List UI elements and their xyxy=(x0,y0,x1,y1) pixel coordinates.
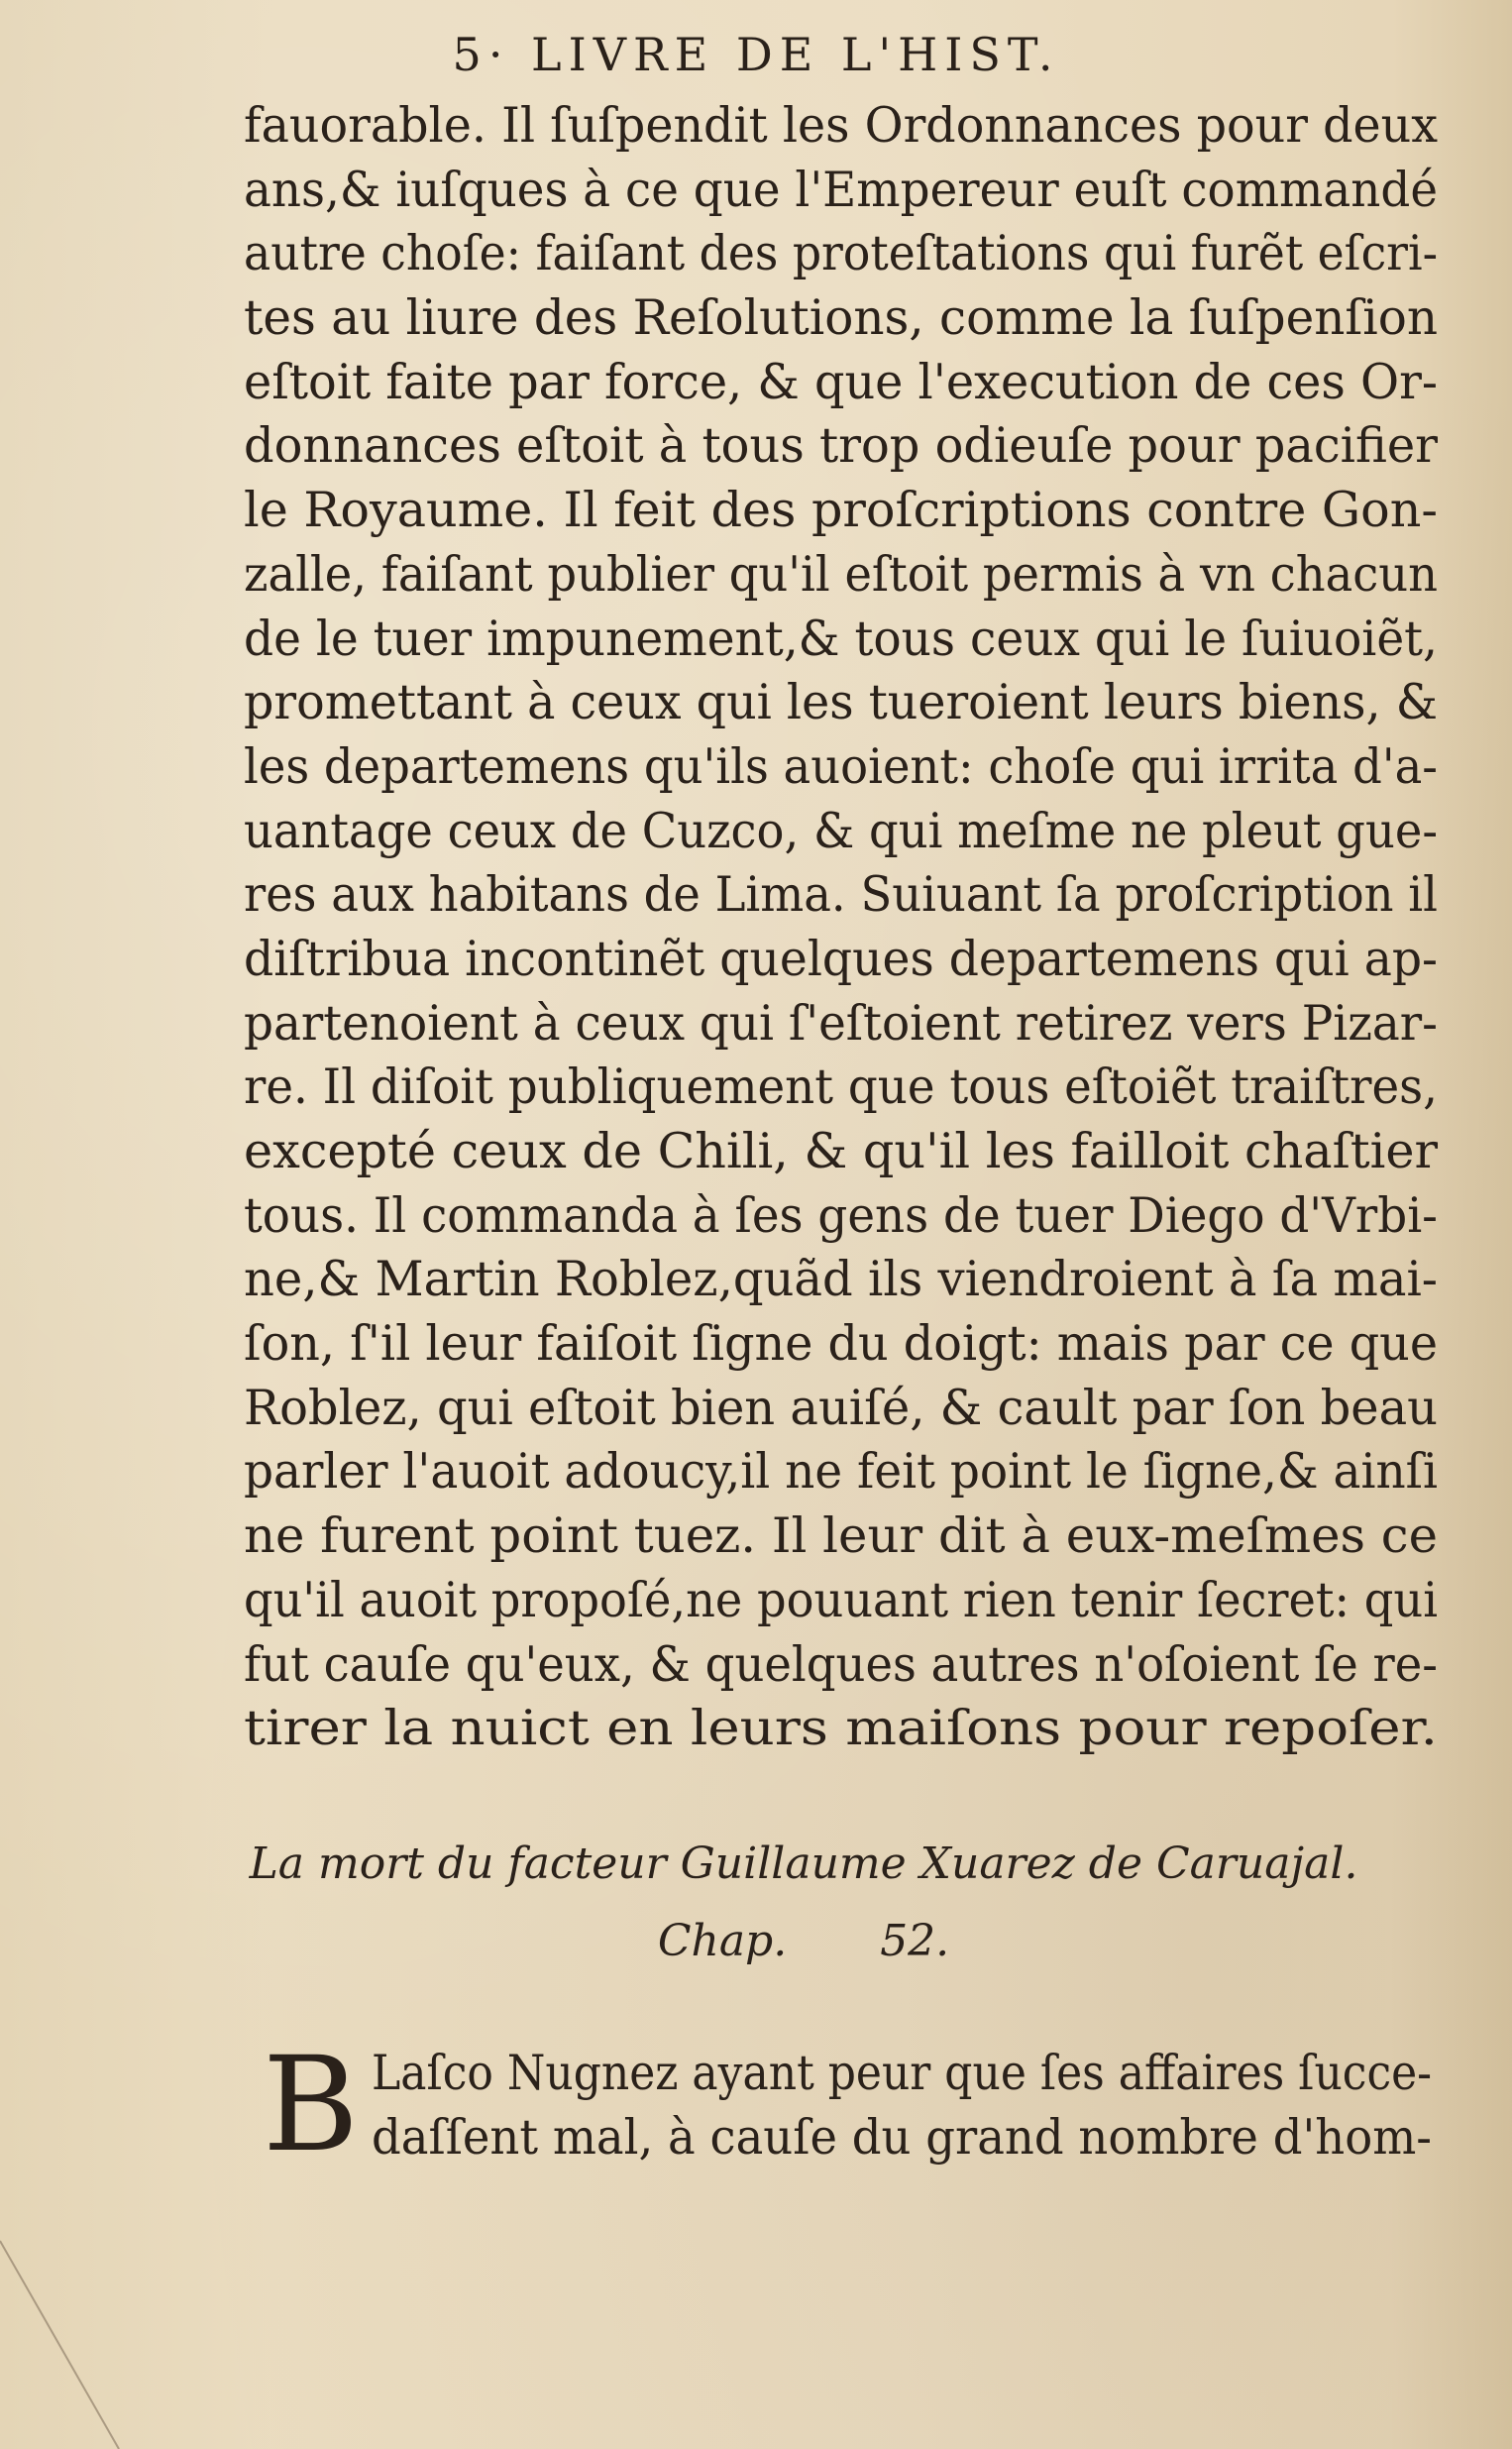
chapter-title: La mort du facteur Guillaume Xuarez de Caruajal. xyxy=(249,1838,1358,1889)
text-line: le Royaume. Il feit des proſcriptions contre Gon- xyxy=(244,482,1438,539)
text-line: ans,& iuſques à ce que l'Empereur euſt commandé xyxy=(244,161,1438,218)
drop-cap: B xyxy=(263,2029,360,2181)
text-line: daſſent mal, à cauſe du grand nombre d'hom- xyxy=(372,2108,1432,2166)
text-line: donnances eſtoit à tous trop odieuſe pour pacifier xyxy=(244,417,1438,475)
text-line: excepté ceux de Chili, & qu'il les failloit chaſtier xyxy=(244,1123,1438,1179)
running-head: 5· LIVRE DE L'HIST. xyxy=(452,28,1060,81)
text-line: ne,& Martin Roblez,quãd ils viendroient à ſa mai- xyxy=(244,1251,1438,1308)
text-line: tes au liure des Reſolutions, comme la ſuſpenſion xyxy=(244,289,1438,347)
text-line: eſtoit faite par force, & que l'execution de ces Or- xyxy=(244,353,1438,410)
text-line: fauorable. Il ſuſpendit les Ordonnances pour deux xyxy=(244,97,1438,154)
text-line: fut cauſe qu'eux, & quelques autres n'oſoient ſe re- xyxy=(244,1635,1438,1693)
text-line: ne furent point tuez. Il leur dit à eux-meſmes ce xyxy=(244,1507,1438,1565)
text-line: parler l'auoit adoucy,il ne feit point le ſigne,& ainſi xyxy=(244,1443,1438,1501)
text-line: autre choſe: faiſant des proteſtations qui furẽt eſcri- xyxy=(244,225,1438,282)
text-line: Roblez, qui eſtoit bien auiſé, & cault par ſon beau xyxy=(244,1379,1438,1436)
text-line: diſtribua incontinẽt quelques departemens qui ap- xyxy=(244,930,1438,987)
text-line: ſon, ſ'il leur faiſoit ſigne du doigt: mais par ce que xyxy=(244,1315,1438,1373)
chapter-number: Chap. 52. xyxy=(657,1916,950,1966)
text-line: les departemens qu'ils auoient: choſe qui irrita d'a- xyxy=(244,737,1438,795)
text-line: re. Il diſoit publiquement que tous eſtoiẽt traiſtres, xyxy=(244,1058,1438,1116)
text-line: tirer la nuict en leurs maiſons pour repoſer. xyxy=(244,1700,1438,1757)
main-paragraph xyxy=(244,94,1438,1761)
text-line: zalle, faiſant publier qu'il eſtoit permis à vn chacun xyxy=(244,545,1438,603)
text-line: promettant à ceux qui les tueroient leurs biens, & xyxy=(244,674,1438,731)
text-line: uantage ceux de Cuzco, & qui meſme ne pleut gue- xyxy=(244,802,1438,859)
page-crease-mark xyxy=(0,2201,139,2449)
text-line: tous. Il commanda à ſes gens de tuer Diego d'Vrbi- xyxy=(244,1186,1438,1244)
text-line: partenoient à ceux qui ſ'eſtoient retirez vers Pizar- xyxy=(244,994,1438,1052)
text-line: de le tuer impunement,& tous ceux qui le ſuiuoiẽt, xyxy=(244,610,1438,667)
chapter-opening-paragraph xyxy=(263,2029,1442,2181)
text-line: Laſco Nugnez ayant peur que ſes affaires ſucce- xyxy=(372,2045,1432,2101)
text-line: qu'il auoit propoſé,ne pouuant rien tenir ſecret: qui xyxy=(244,1571,1438,1628)
text-line: res aux habitans de Lima. Suiuant ſa proſcription il xyxy=(244,866,1438,924)
